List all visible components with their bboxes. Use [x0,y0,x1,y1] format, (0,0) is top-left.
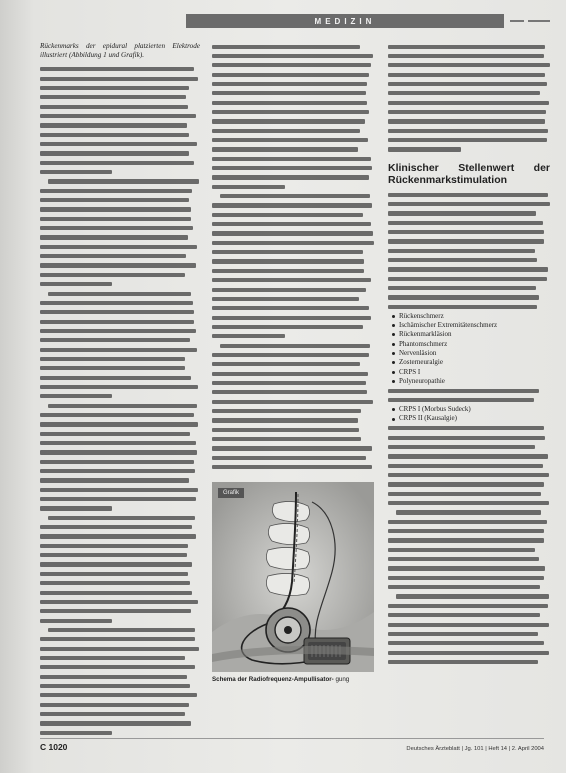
figure-caption [212,676,374,684]
text-column-2 [212,42,374,472]
text-line [388,564,550,573]
text-line [212,313,374,322]
text-line [40,354,200,363]
text-line [40,308,200,317]
text-line [40,513,200,522]
text-line [40,457,200,466]
text-line [212,79,374,88]
header-dash [510,20,524,22]
text-line [40,523,200,532]
text-line [40,466,200,475]
text-line [212,434,374,443]
bullet-item: Nervenläsion [388,349,550,358]
text-line [40,504,200,513]
text-line [40,382,200,391]
text-line [388,498,550,507]
text-line [388,302,550,311]
figure-graphic [212,482,374,672]
bullet-item: Zosterneuralgie [388,358,550,367]
text-line [40,401,200,410]
text-line [40,420,200,429]
header-dash [528,20,550,22]
text-line [388,126,550,135]
text-line [388,135,550,144]
text-line [40,476,200,485]
figure-badge: Grafik [218,488,244,498]
text-line [40,130,200,139]
text-line [212,341,374,350]
text-line [388,545,550,554]
text-line [40,326,200,335]
text-line [212,42,374,51]
text-line [388,98,550,107]
bullet-item: CRPS I [388,368,550,377]
text-line [40,541,200,550]
text-line [388,79,550,88]
text-line [388,527,550,536]
text-line [388,592,550,601]
text-line [40,233,200,242]
text-line [212,350,374,359]
text-line [388,209,550,218]
text-line [388,517,550,526]
text-line [40,196,200,205]
text-line [212,388,374,397]
text-line [40,410,200,419]
text-line [212,117,374,126]
section-header-bar [186,14,504,28]
text-line [212,135,374,144]
text-line [388,246,550,255]
text-line [212,220,374,229]
text-line [212,369,374,378]
text-line [40,102,200,111]
text-line [40,532,200,541]
text-line [388,620,550,629]
text-line [212,397,374,406]
text-line [40,205,200,214]
text-line [388,190,550,199]
text-line [388,573,550,582]
text-line [212,238,374,247]
text-line [388,265,550,274]
footer-rule [40,738,544,739]
text-line [212,173,374,182]
text-line [212,444,374,453]
text-line [40,261,200,270]
text-line [388,51,550,60]
text-line [40,298,200,307]
text-line [212,163,374,172]
text-line [40,121,200,130]
text-line [388,639,550,648]
text-line [40,681,200,690]
text-line [212,229,374,238]
text-line [40,495,200,504]
text-line [40,158,200,167]
text-line [388,452,550,461]
text-line [212,51,374,60]
text-line [212,98,374,107]
text-line [212,126,374,135]
text-line [40,709,200,718]
text-line [40,214,200,223]
text-line [40,65,200,74]
text-column-1 [40,42,200,737]
text-line [388,256,550,265]
text-line [388,536,550,545]
text-line [388,601,550,610]
text-line [40,438,200,447]
text-line [40,336,200,345]
text-line [40,345,200,354]
bullet-item: Rückenmarkläsion [388,330,550,339]
text-line [40,392,200,401]
text-line [212,378,374,387]
text-line [212,210,374,219]
text-line [388,89,550,98]
text-line [40,551,200,560]
text-line [212,360,374,369]
text-line [212,248,374,257]
caption-rest: gung [335,676,350,683]
text-line [40,186,200,195]
text-line [212,266,374,275]
text-line [40,635,200,644]
bullet-item: CRPS II (Kausalgie) [388,414,550,423]
text-line [40,429,200,438]
text-line [40,719,200,728]
text-line [40,289,200,298]
text-line [212,416,374,425]
text-line [388,42,550,51]
text-line [388,293,550,302]
text-line [212,257,374,266]
text-line [388,470,550,479]
text-line [40,177,200,186]
text-line [40,252,200,261]
text-line [212,462,374,471]
text-line [388,489,550,498]
text-line [388,237,550,246]
text-line [388,117,550,126]
text-line [40,74,200,83]
text-line [388,61,550,70]
text-line [212,294,374,303]
text-line [40,149,200,158]
section-heading: Klinischer Stellenwert der Rückenmarkstimulation [388,162,550,187]
text-line [40,653,200,662]
text-line [388,433,550,442]
text-line [388,284,550,293]
text-line [40,167,200,176]
text-line [388,396,550,405]
text-line [40,448,200,457]
text-line [40,616,200,625]
text-column-3 [388,42,550,667]
text-line [40,485,200,494]
text-line [40,83,200,92]
text-line [212,192,374,201]
text-line [40,139,200,148]
text-line [212,201,374,210]
text-line [40,560,200,569]
text-line [40,672,200,681]
text-line [388,657,550,666]
text-line [40,93,200,102]
text-line [40,588,200,597]
text-line [388,442,550,451]
text-line [212,276,374,285]
text-line [40,224,200,233]
text-line [212,285,374,294]
text-line [388,218,550,227]
text-line [40,663,200,672]
text-line [388,274,550,283]
text-line [388,424,550,433]
text-line [212,453,374,462]
bullet-item: Phantomschmerz [388,340,550,349]
text-line [40,111,200,120]
text-line [388,70,550,79]
section-title: MEDIZIN [314,16,376,26]
bullet-item: Polyneuropathie [388,377,550,386]
text-line [40,579,200,588]
text-line [40,242,200,251]
text-line [40,625,200,634]
text-line [212,145,374,154]
text-line [388,648,550,657]
text-line [40,691,200,700]
text-line [40,700,200,709]
text-line [388,480,550,489]
journal-citation: Deutsches Ärzteblatt | Jg. 101 | Heft 14 | 2. April 2004 [406,746,544,752]
text-line [40,644,200,653]
text-line [212,322,374,331]
text-line [212,70,374,79]
text-line [40,569,200,578]
text-line [212,304,374,313]
text-line [40,317,200,326]
text-line [40,728,200,737]
text-line [40,607,200,616]
page-number: C 1020 [40,742,68,752]
text-line [212,61,374,70]
spine-stimulator-illustration [212,482,374,672]
text-line [40,597,200,606]
text-line [388,629,550,638]
text-line [40,280,200,289]
bullet-item: CRPS I (Morbus Sudeck) [388,405,550,414]
text-line [388,611,550,620]
text-line [388,583,550,592]
text-line [388,508,550,517]
bullet-item: Rückenschmerz [388,312,550,321]
text-line [388,461,550,470]
text-line [388,555,550,564]
text-line [212,107,374,116]
text-line [212,154,374,163]
bullet-item: Ischämischer Extremitätenschmerz [388,321,550,330]
text-line [40,373,200,382]
text-line [388,145,550,154]
text-line [40,364,200,373]
text-line [388,107,550,116]
text-line [212,182,374,191]
caption-bold: Schema der Radiofrequenz-Ampullisator- [212,676,334,683]
intro-text: Rückenmarks der epidural platzierten Elektrode illustriert (Abbildung 1 und Grafik). [40,42,200,60]
text-line [388,199,550,208]
text-line [212,425,374,434]
text-line [212,89,374,98]
text-line [388,228,550,237]
text-line [212,332,374,341]
text-line [388,386,550,395]
text-line [212,406,374,415]
text-line [40,270,200,279]
